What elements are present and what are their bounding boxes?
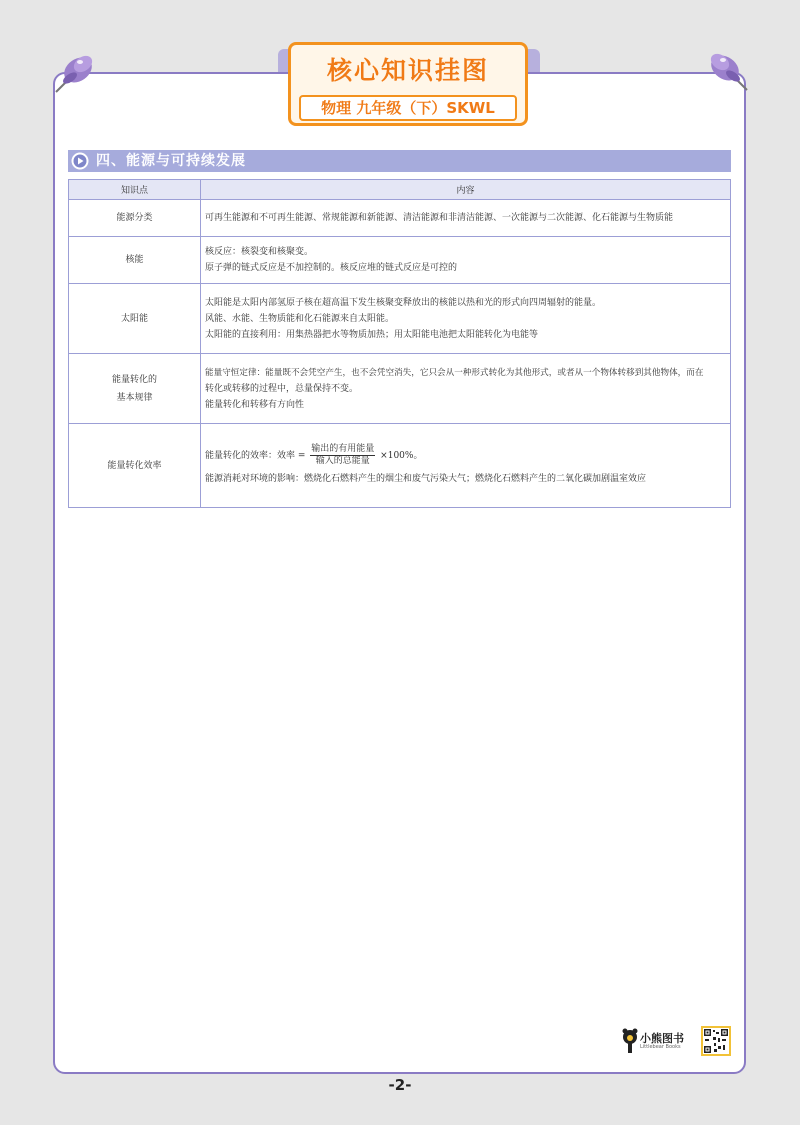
row-content: [201, 354, 731, 424]
row-topic: 能源分类: [69, 200, 201, 237]
row-content: [201, 200, 731, 237]
content-line: 太阳能的直接利用：用集热器把水等物质加热；用太阳能电池把太阳能转化为电能等: [205, 329, 539, 340]
bear-logo-icon: [622, 1028, 638, 1054]
fraction-numerator: 输出的有用能量: [311, 444, 375, 454]
table-row: [69, 354, 731, 424]
page-subtitle: 物理 九年级（下）SKWL: [299, 95, 517, 121]
play-arrow-icon: [70, 151, 90, 171]
row-content: [201, 237, 731, 284]
pushpin-icon: [705, 46, 751, 92]
column-header-content: 内容: [201, 180, 731, 200]
table-row: [69, 200, 731, 237]
row-topic: 核能: [69, 237, 201, 284]
formula-line: [205, 444, 726, 467]
row-topic: [69, 354, 201, 424]
table-row: [69, 237, 731, 284]
table-row: [69, 284, 731, 354]
formula-suffix: ×100%。: [380, 451, 423, 461]
page-title: 核心知识挂图: [326, 56, 489, 85]
fraction-denominator: 输入的总能量: [315, 456, 370, 466]
content-line: 风能、水能、生物质能和化石能源来自太阳能。: [205, 313, 395, 324]
title-box: [288, 42, 528, 126]
knowledge-table: [68, 179, 731, 508]
brand-name: 小熊图书: [640, 1032, 684, 1045]
content-line: 太阳能是太阳内部氢原子核在超高温下发生核聚变释放出的核能以热和光的形式向四周辐射的能量。: [205, 297, 602, 308]
row-content: [201, 424, 731, 508]
content-line: 能源消耗对环境的影响：燃烧化石燃料产生的烟尘和废气污染大气；燃烧化石燃料产生的二氧化碳加剧温室效应: [205, 474, 647, 484]
efficiency-fraction: [310, 444, 375, 467]
content-line: 能量转化和转移有方向性: [205, 399, 305, 410]
row-topic: 太阳能: [69, 284, 201, 354]
content-line: 原子弹的链式反应是不加控制的。核反应堆的链式反应是可控的: [205, 263, 458, 273]
column-header-topic: 知识点: [69, 180, 201, 200]
table-header-row: [69, 180, 731, 200]
brand-tagline: Littlebear Books: [640, 1044, 681, 1050]
content-line: 核反应：核裂变和核聚变。: [205, 247, 314, 257]
row-content: [201, 284, 731, 354]
brand-logo: [622, 1028, 692, 1056]
topic-line: 能量转化的: [111, 374, 157, 385]
page-number: -2-: [388, 1076, 412, 1094]
formula-prefix: 能量转化的效率：效率 =: [205, 451, 306, 461]
section-header: [68, 150, 731, 172]
pushpin-icon: [52, 48, 98, 94]
row-topic: 能量转化效率: [69, 424, 201, 508]
content-line: 可再生能源和不可再生能源、常规能源和新能源、清洁能源和非清洁能源、一次能源与二次能源、化石能源与生物质能: [205, 213, 674, 223]
content-line: 转化或转移的过程中，总量保持不变。: [205, 383, 359, 394]
table-row: [69, 424, 731, 508]
qr-code-icon: [701, 1026, 731, 1056]
topic-line: 基本规律: [116, 392, 153, 403]
content-line: 能量守恒定律：能量既不会凭空产生，也不会凭空消失，它只会从一种形式转化为其他形式，或者从一个物体转移到其他物体，而在: [205, 367, 704, 378]
section-title: 四、能源与可持续发展: [96, 153, 246, 169]
